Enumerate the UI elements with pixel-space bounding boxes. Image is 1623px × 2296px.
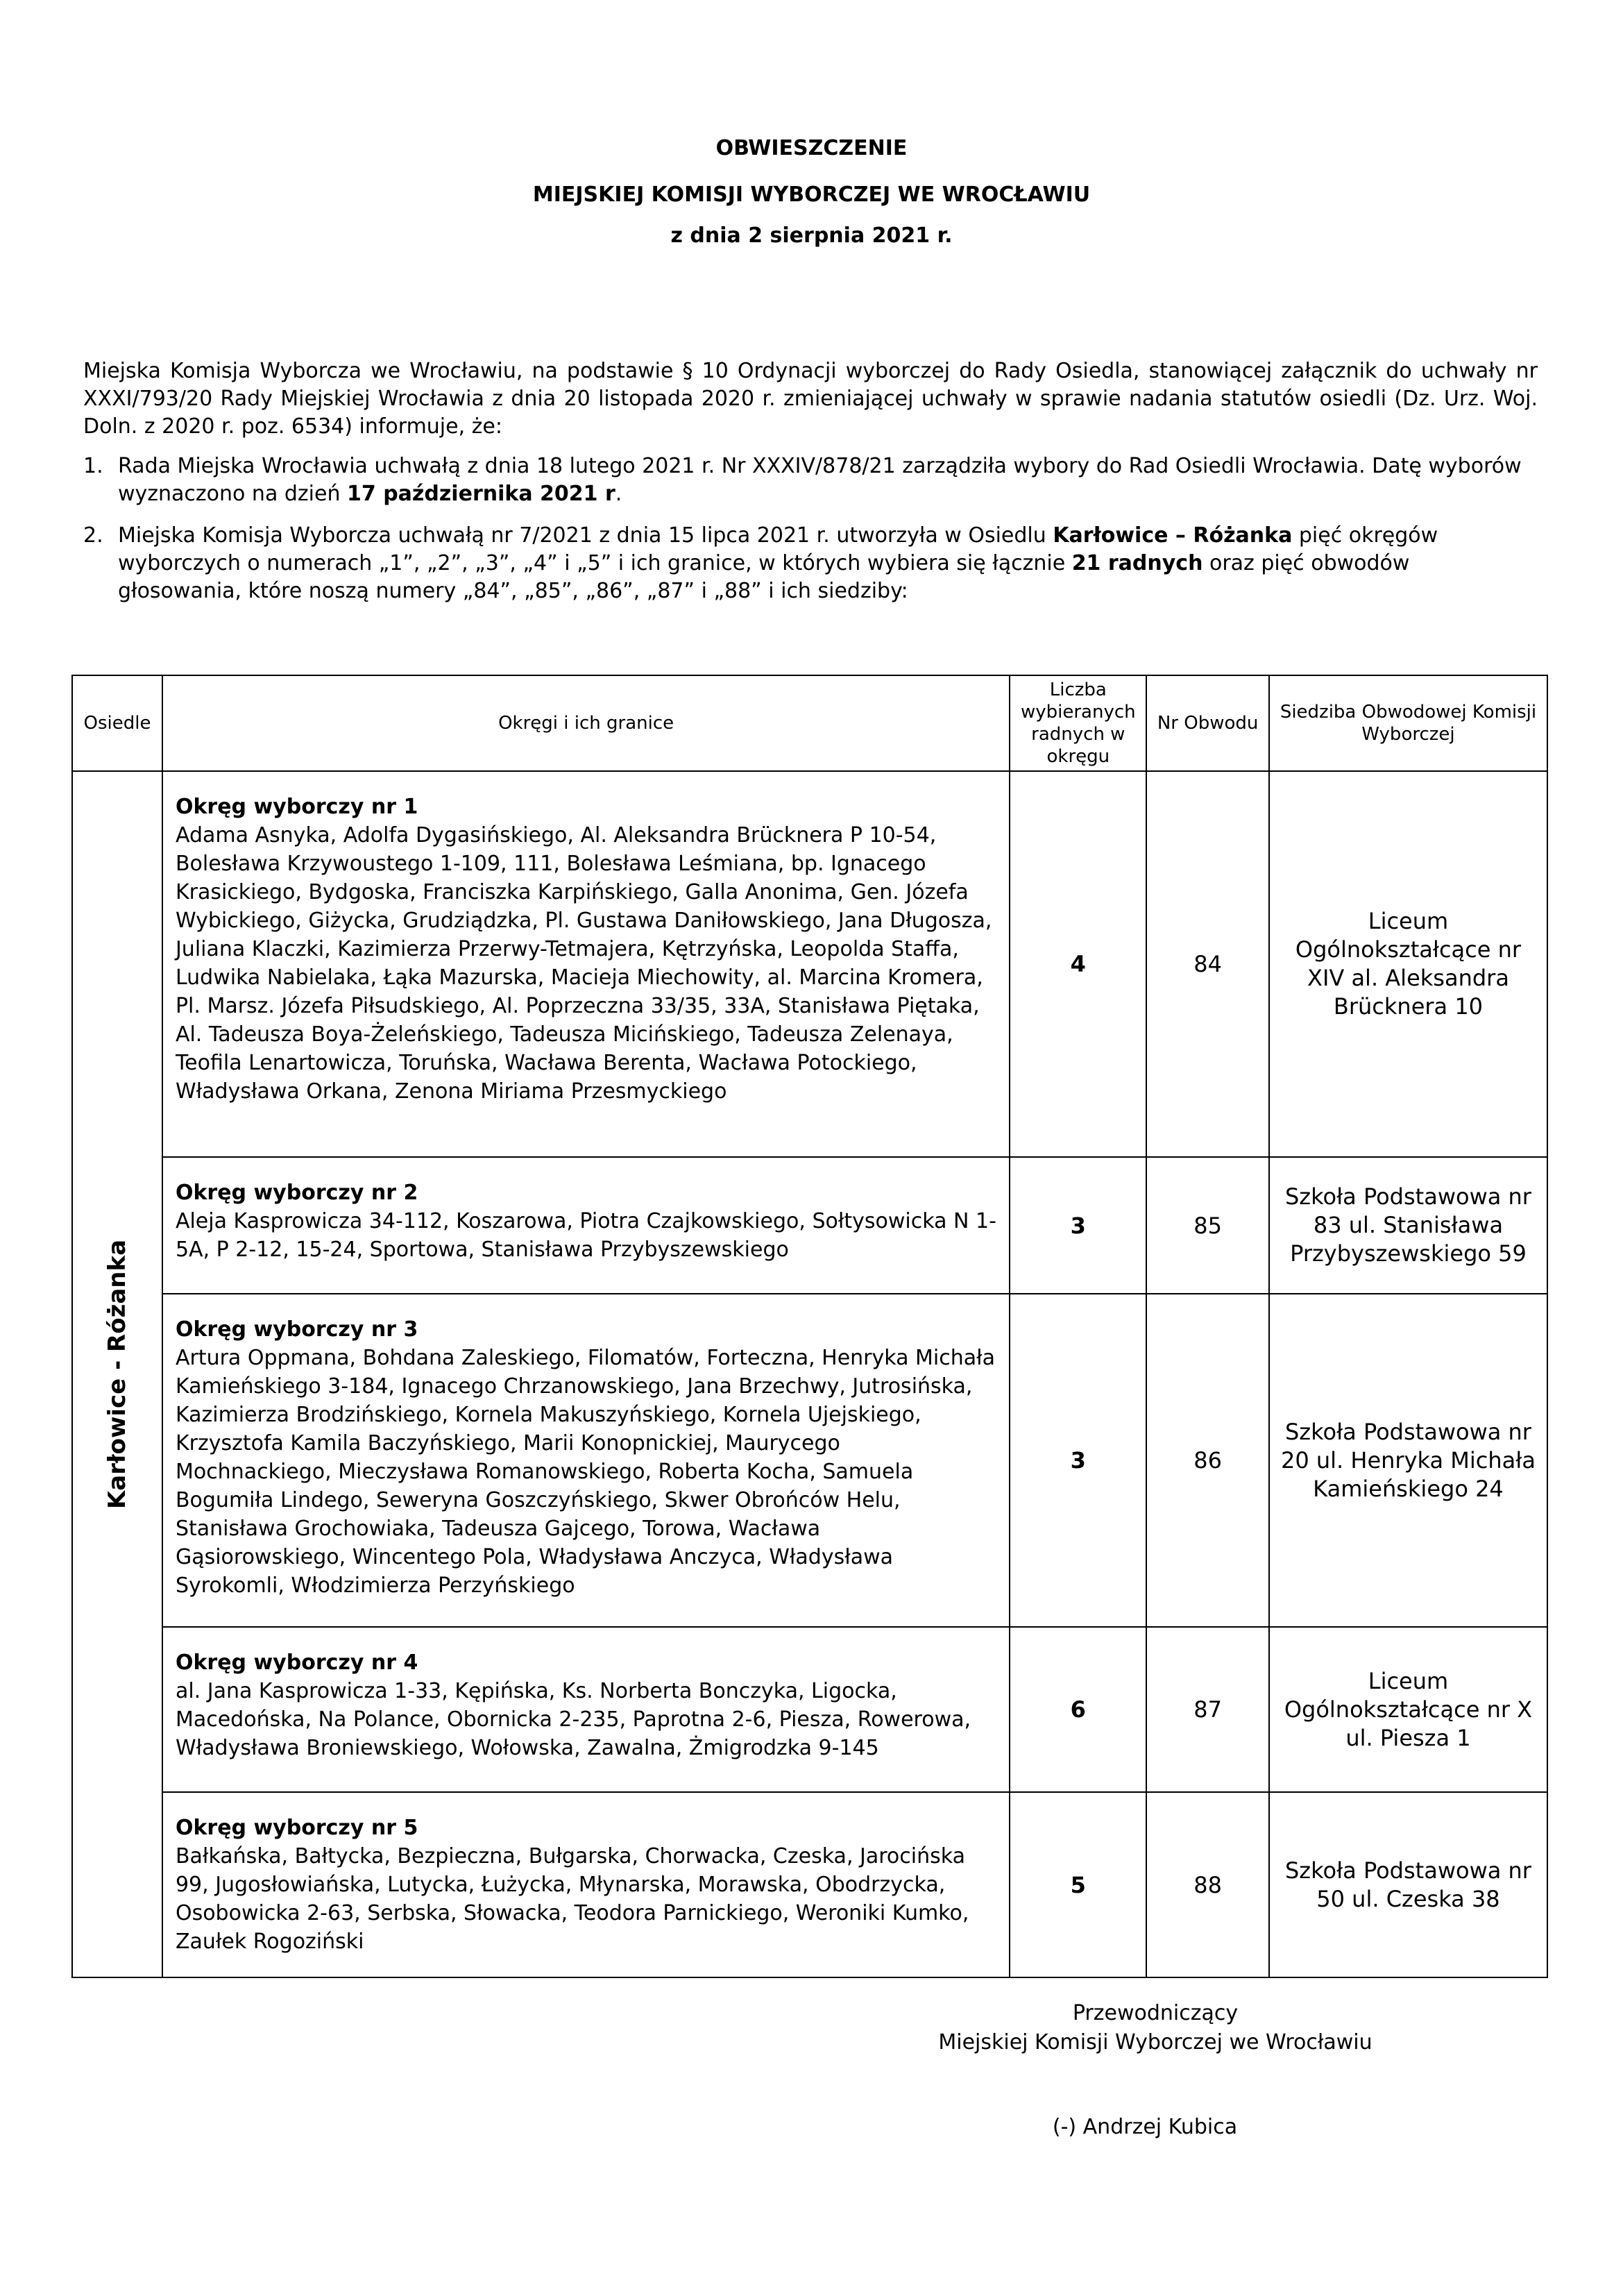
- intro-paragraph: Miejska Komisja Wyborcza we Wrocławiu, na podstawie § 10 Ordynacji wyborczej do Rady Osiedla, stanowiącej załącznik do uchwały nr XXXI/793/20 Rady Miejskiej Wrocławia z dnia 20 listopada 2020 r. zmieniającej uchwały w sprawie nadania statutów osiedli (Dz. Urz. Woj. Doln. z 2020 r. poz. 6534) informuje, że:: [83, 359, 1538, 439]
- osiedle-name: Karłowice – Różanka: [1053, 523, 1293, 548]
- district-streets: Adama Asnyka, Adolfa Dygasińskiego, Al. Aleksandra Brücknera P 10-54, Bolesława Krzywoustego 1-109, 111, Bolesława Leśmiana, bp. Ignacego Krasickiego, Bydgoska, Franciszka Karpińskiego, Galla Anonima, Gen. Józefa Wybickiego, Giżycka, Grudziądzka, Pl. Gustawa Daniłowskiego, Jana Długosza, Juliana Klaczki, Kazimierza Przerwy-Tetmajera, Kętrzyńska, Leopolda Staffa, Ludwika Nabielaka, Łąka Mazurska, Macieja Miechowity, al. Marcina Kromera, Pl. Marsz. Józefa Piłsudskiego, Al. Poprzeczna 33/35, 33A, Stanisława Piętaka, Al. Tadeusza Boya-Żeleńskiego, Tadeusza Micińskiego, Tadeusza Zelenaya, Teofila Lenartowicza, Toruńska, Wacława Berenta, Wacława Potockiego, Władysława Orkana, Zenona Miriama Przesmyckiego: [175, 823, 992, 1104]
- district-cell: [162, 1792, 1010, 1977]
- district-streets: Bałkańska, Bałtycka, Bezpieczna, Bułgarska, Chorwacka, Czeska, Jarocińska 99, Jugosłowiańska, Lutycka, Łużycka, Młynarska, Morawska, Obodrzycka, Osobowicka 2-63, Serbska, Słowacka, Teodora Parnickiego, Weroniki Kumko, Zaułek Rogoziński: [175, 1844, 969, 1954]
- district-title: Okręg wyborczy nr 3: [175, 1317, 418, 1342]
- councillor-count: 21 radnych: [1071, 551, 1203, 575]
- obwod-cell: 85: [1146, 1157, 1269, 1294]
- councillors-cell: 6: [1010, 1627, 1146, 1792]
- table-row: [72, 1157, 1547, 1294]
- obwod-cell: 88: [1146, 1792, 1269, 1977]
- table-row: [72, 771, 1547, 1157]
- header-siedziba: Siedziba Obwodowej Komisji Wyborczej: [1269, 675, 1547, 771]
- district-title: Okręg wyborczy nr 2: [175, 1181, 418, 1205]
- district-streets: Artura Oppmana, Bohdana Zaleskiego, Filomatów, Forteczna, Henryka Michała Kamieńskiego 3-184, Ignacego Chrzanowskiego, Jana Brzechwy, Jutrosińska, Kazimierza Brodzińskiego, Kornela Makuszyńskiego, Kornela Ujejskiego, Krzysztofa Kamila Baczyńskiego, Marii Konopnickiej, Maurycego Mochnackiego, Mieczysława Romanowskiego, Roberta Kocha, Samuela Bogumiła Lindego, Seweryna Goszczyńskiego, Skwer Obrońców Helu, Stanisława Grochowiaka, Tadeusza Gajcego, Torowa, Wacława Gąsiorowskiego, Wincentego Pola, Władysława Anczyca, Władysława Syrokomli, Włodzimierza Perzyńskiego: [175, 1346, 996, 1598]
- seat-cell: Liceum Ogólnokształcące nr X ul. Piesza 1: [1269, 1627, 1547, 1792]
- councillors-cell: 4: [1010, 771, 1146, 1157]
- district-title: Okręg wyborczy nr 1: [175, 795, 418, 819]
- councillors-cell: 5: [1010, 1792, 1146, 1977]
- signature-role: Przewodniczący: [1072, 2001, 1239, 2025]
- notice-title: OBWIESZCZENIE: [715, 136, 908, 160]
- district-title: Okręg wyborczy nr 5: [175, 1816, 418, 1840]
- item-text-part: Rada Miejska Wrocławia uchwałą z dnia 18 lutego 2021 r. Nr XXXIV/878/21 zarządziła wybory do Rad Osiedli Wrocławia. Datę wyborów wyznaczono na dzień: [118, 454, 1522, 506]
- table-header-row: [72, 675, 1547, 771]
- district-cell: [162, 1294, 1010, 1627]
- notice-subtitle: MIEJSKIEJ KOMISJI WYBORCZEJ WE WROCŁAWIU: [532, 183, 1091, 207]
- list-item-text: [118, 453, 1538, 508]
- district-cell: [162, 1627, 1010, 1792]
- table-row: [72, 1627, 1547, 1792]
- district-streets: al. Jana Kasprowicza 1-33, Kępińska, Ks. Norberta Bonczyka, Ligocka, Macedońska, Na Polance, Obornicka 2-235, Paprotna 2-6, Piesza, Rowerowa, Władysława Broniewskiego, Wołowska, Zawalna, Żmigrodzka 9-145: [175, 1679, 971, 1760]
- list-item-1: [83, 453, 1538, 508]
- obwod-cell: 84: [1146, 771, 1269, 1157]
- osiedle-cell: [72, 771, 162, 1977]
- table-row: [72, 1792, 1547, 1977]
- districts-table: [71, 675, 1548, 1978]
- header-osiedle: Osiedle: [72, 675, 162, 771]
- obwod-cell: 86: [1146, 1294, 1269, 1627]
- obwod-cell: 87: [1146, 1627, 1269, 1792]
- seat-cell: Szkoła Podstawowa nr 20 ul. Henryka Michała Kamieńskiego 24: [1269, 1294, 1547, 1627]
- district-cell: [162, 771, 1010, 1157]
- district-cell: [162, 1157, 1010, 1294]
- header-liczba: Liczba wybieranych radnych w okręgu: [1010, 675, 1146, 771]
- item-text-part: Miejska Komisja Wyborcza uchwałą nr 7/2021 z dnia 15 lipca 2021 r. utworzyła w Osiedlu: [118, 523, 1053, 548]
- item-text-part: .: [615, 482, 622, 506]
- list-item-number: 1.: [83, 454, 103, 478]
- notice-date: z dnia 2 sierpnia 2021 r.: [670, 223, 953, 248]
- list-item-number: 2.: [83, 523, 103, 548]
- item-text-part: pięć okręgów wyborczych o numerach „1”, „2”, „3”, „4” i „5” i ich granice, w których wybiera się łącznie: [118, 523, 1438, 575]
- election-date: 17 października 2021 r: [347, 482, 615, 506]
- councillors-cell: 3: [1010, 1294, 1146, 1627]
- table-row: [72, 1294, 1547, 1627]
- signature-body: Miejskiej Komisji Wyborczej we Wrocławiu: [938, 2030, 1373, 2054]
- district-streets: Aleja Kasprowicza 34-112, Koszarowa, Piotra Czajkowskiego, Sołtysowicka N 1-5A, P 2-12, 15-24, Sportowa, Stanisława Przybyszewskiego: [175, 1209, 996, 1262]
- district-title: Okręg wyborczy nr 4: [175, 1651, 418, 1675]
- list-item-2: [83, 522, 1538, 605]
- signature-name: (-) Andrzej Kubica: [1052, 2115, 1238, 2139]
- header-nr-obwodu: Nr Obwodu: [1146, 675, 1269, 771]
- header-okregi: Okręgi i ich granice: [162, 675, 1010, 771]
- osiedle-label: Karłowice - Różanka: [103, 1239, 131, 1510]
- seat-cell: Szkoła Podstawowa nr 50 ul. Czeska 38: [1269, 1792, 1547, 1977]
- seat-cell: Liceum Ogólnokształcące nr XIV al. Aleksandra Brücknera 10: [1269, 771, 1547, 1157]
- list-item-text: [118, 522, 1538, 605]
- item-text-part: oraz pięć obwodów głosowania, które noszą numery „84”, „85”, „86”, „87” i „88” i ich siedziby:: [118, 551, 1410, 603]
- seat-cell: Szkoła Podstawowa nr 83 ul. Stanisława Przybyszewskiego 59: [1269, 1157, 1547, 1294]
- councillors-cell: 3: [1010, 1157, 1146, 1294]
